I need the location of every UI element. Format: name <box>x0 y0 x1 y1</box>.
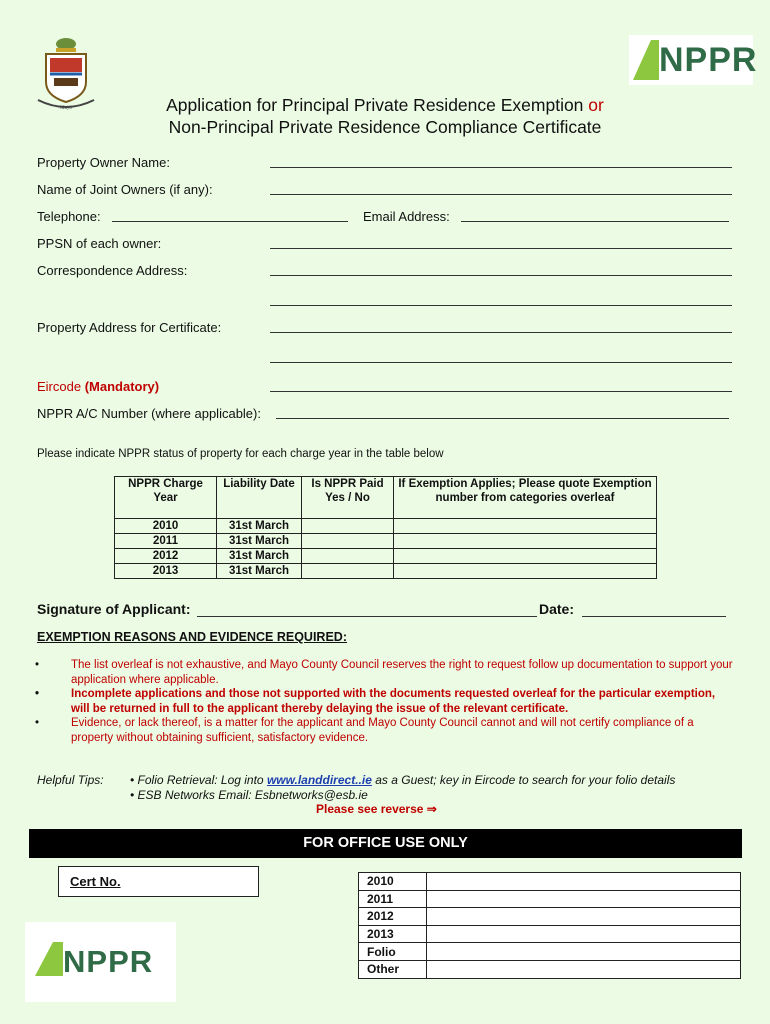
tip-folio: • Folio Retrieval: Log into www.landdirect..ie as a Guest; key in Eircode to search for your folio details <box>130 773 676 787</box>
nppr-logo <box>629 35 758 85</box>
eircode-field[interactable] <box>270 391 732 392</box>
exemption-cell[interactable] <box>394 534 657 549</box>
table-row: 2010 31st March <box>115 519 657 534</box>
office-use-table <box>358 872 741 979</box>
landdirect-link[interactable]: www.landdirect..ie <box>266 773 372 787</box>
see-reverse: Please see reverse ⇒ <box>316 802 437 816</box>
table-row: Folio <box>359 943 741 961</box>
paid-cell[interactable] <box>302 519 394 534</box>
joint-owners-field[interactable] <box>270 194 732 195</box>
header-is-paid: Is NPPR Paid Yes / No <box>302 477 394 519</box>
email-label: Email Address: <box>363 209 450 224</box>
nppr-mark-icon <box>35 942 63 982</box>
cert-no-box[interactable] <box>58 866 259 897</box>
nppr-logo-text: NPPR <box>659 40 758 79</box>
page-title: Application for Principal Private Residence Exemption or Non-Principal Private Residence Compliance Certificate <box>166 95 604 137</box>
nppr-mark-icon <box>633 40 659 80</box>
charge-table-header <box>115 477 657 519</box>
exemption-bullet-1: • The list overleaf is not exhaustive, and Mayo County Council reserves the right to request follow up documentation to support your application where applicable. <box>35 659 733 686</box>
office-use-banner: FOR OFFICE USE ONLY <box>29 829 742 858</box>
table-row: Other <box>359 960 741 978</box>
nppr-logo-bottom <box>25 922 176 1002</box>
exemption-cell[interactable] <box>394 549 657 564</box>
nppr-ac-field[interactable] <box>276 418 729 419</box>
signature-label: Signature of Applicant: <box>37 601 191 617</box>
charge-table-intro: Please indicate NPPR status of property for each charge year in the table below <box>37 448 444 460</box>
property-address-field-2[interactable] <box>270 362 732 363</box>
table-row: 2012 31st March <box>115 549 657 564</box>
exemption-heading: EXEMPTION REASONS AND EVIDENCE REQUIRED: <box>37 630 347 644</box>
date-field[interactable] <box>582 616 726 617</box>
owner-name-field[interactable] <box>270 167 732 168</box>
table-row: 2011 31st March <box>115 534 657 549</box>
tips-label: Helpful Tips: <box>37 773 104 787</box>
exemption-cell[interactable] <box>394 564 657 579</box>
ppsn-label: PPSN of each owner: <box>37 236 162 251</box>
table-row: 2013 <box>359 925 741 943</box>
paid-cell[interactable] <box>302 534 394 549</box>
eircode-label: Eircode (Mandatory) <box>37 379 160 394</box>
table-row: 2012 <box>359 908 741 926</box>
nppr-ac-label: NPPR A/C Number (where applicable): <box>37 406 261 421</box>
eircode-mandatory: (Mandatory) <box>84 379 160 394</box>
header-charge-year: NPPR Charge Year <box>115 477 217 519</box>
exemption-bullet-2: • Incomplete applications and those not supported with the documents requested overleaf for the particular exemption, will be returned in full to the applicant thereby delaying the issue of the relevant certificate. <box>35 688 716 715</box>
title-or: or <box>588 95 604 115</box>
nppr-logo-text: NPPR <box>63 944 154 979</box>
table-row: 2013 31st March <box>115 564 657 579</box>
exemption-bullet-3: • Evidence, or lack thereof, is a matter for the applicant and Mayo County Council cannot and will not certify compliance of a property without obtaining sufficient, satisfactory evidence. <box>35 717 694 744</box>
owner-name-label: Property Owner Name: <box>37 155 170 170</box>
table-row: 2010 <box>359 873 741 891</box>
table-row: 2011 <box>359 890 741 908</box>
tip-esb: • ESB Networks Email: Esbnetworks@esb.ie <box>130 788 368 802</box>
email-field[interactable] <box>461 221 729 222</box>
cert-no-label: Cert No. <box>70 874 121 889</box>
signature-field[interactable] <box>197 616 537 617</box>
paid-cell[interactable] <box>302 549 394 564</box>
svg-text:Mayo: Mayo <box>60 106 72 111</box>
header-exemption: If Exemption Applies; Please quote Exemption number from categories overleaf <box>394 477 657 519</box>
property-address-label: Property Address for Certificate: <box>37 320 222 335</box>
correspondence-address-field-1[interactable] <box>270 275 732 276</box>
ppsn-field[interactable] <box>270 248 732 249</box>
property-address-field-1[interactable] <box>270 332 732 333</box>
correspondence-address-field-2[interactable] <box>270 305 732 306</box>
joint-owners-label: Name of Joint Owners (if any): <box>37 182 213 197</box>
charge-year-table <box>114 476 657 579</box>
header-liability-date: Liability Date <box>217 477 302 519</box>
correspondence-address-label: Correspondence Address: <box>37 263 188 278</box>
telephone-field[interactable] <box>112 221 348 222</box>
exemption-cell[interactable] <box>394 519 657 534</box>
telephone-label: Telephone: <box>37 209 101 224</box>
paid-cell[interactable] <box>302 564 394 579</box>
date-label: Date: <box>539 601 575 617</box>
